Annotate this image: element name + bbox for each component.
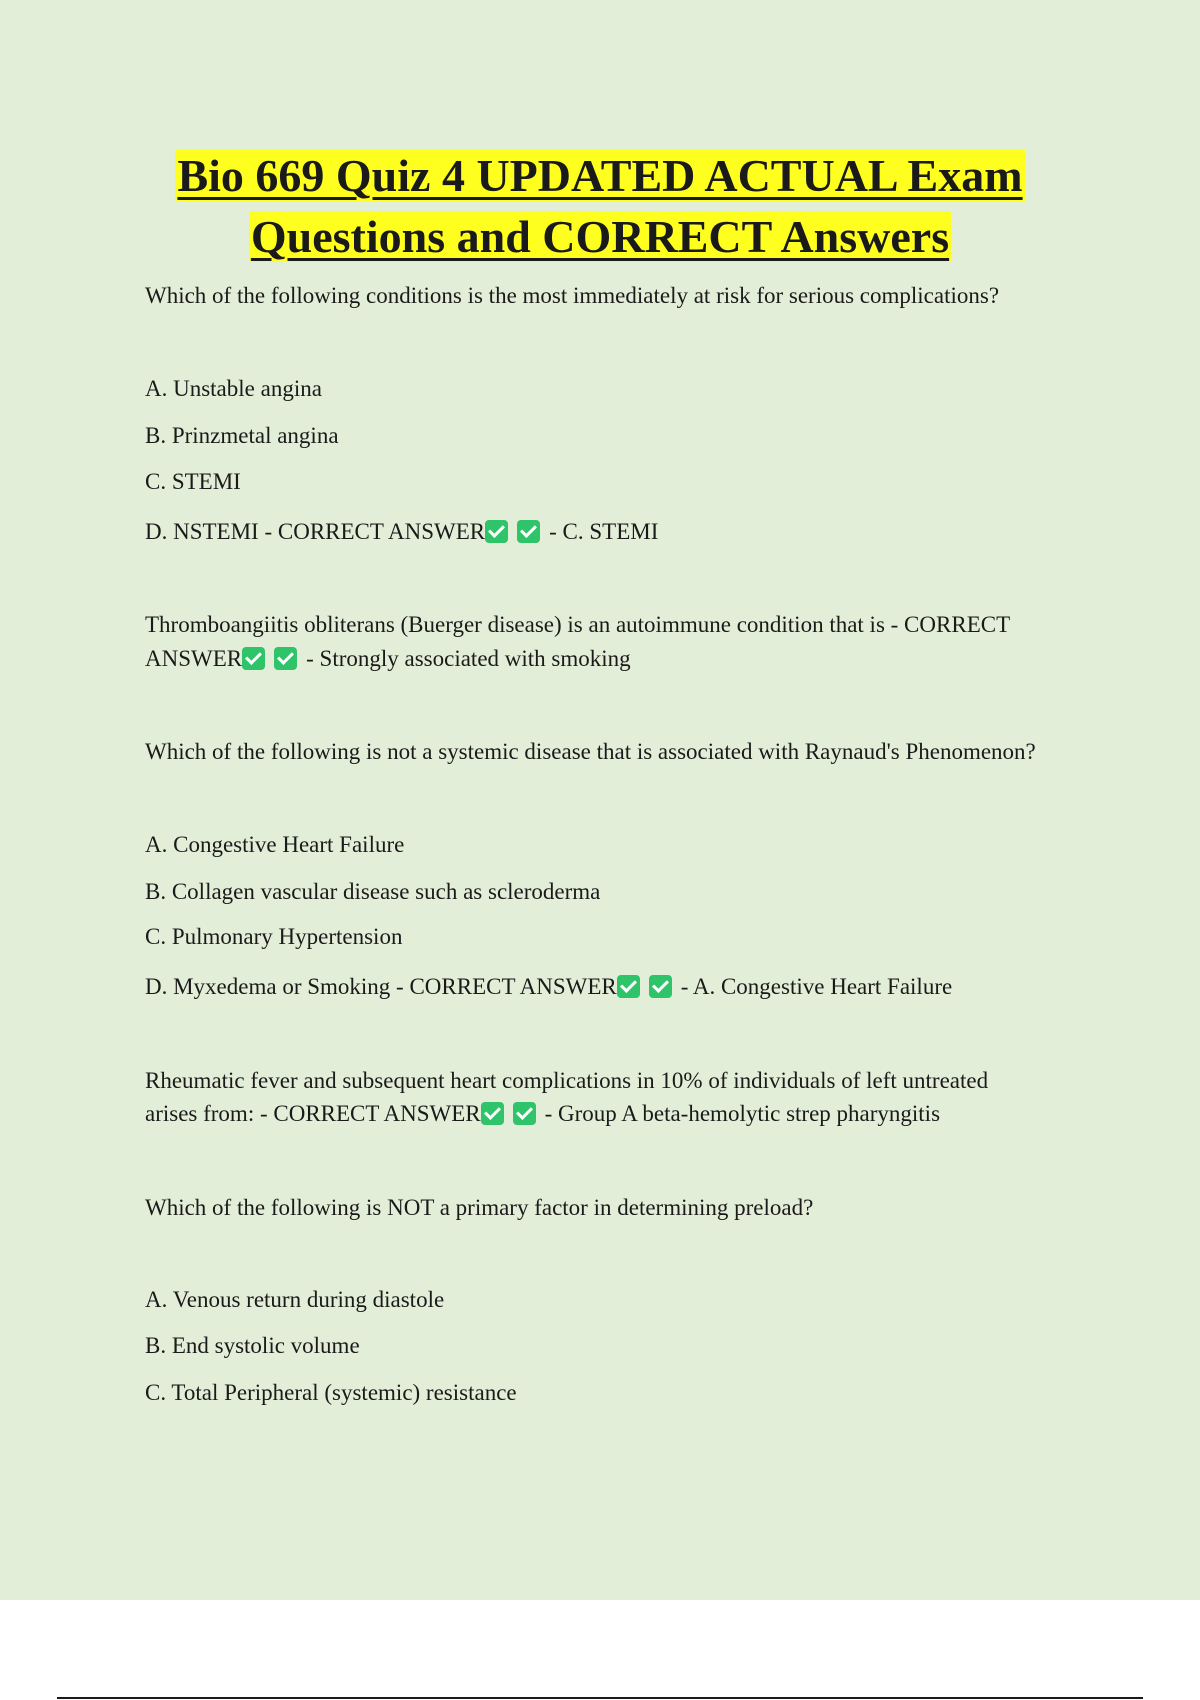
question-3-option-d [145,970,1095,1003]
question-4-label: arises from: - CORRECT ANSWER [145,1101,481,1126]
question-5-option-c: C. Total Peripheral (systemic) resistance [145,1380,517,1405]
question-1-option-b: B. Prinzmetal angina [145,423,339,448]
check-mark-icon [485,520,508,543]
check-mark-icon [513,1102,536,1125]
check-mark-icon [242,647,265,670]
question-1-option-a: A. Unstable angina [145,376,322,401]
title-line-2: Questions and CORRECT Answers [250,211,950,262]
footer-divider [57,1697,1143,1699]
check-mark-icon [274,647,297,670]
question-5-option-b: B. End systolic volume [145,1333,360,1358]
title-line-1: Bio 669 Quiz 4 UPDATED ACTUAL Exam [177,150,1023,201]
question-2-label: ANSWER [145,646,243,671]
question-1-option-d [145,515,1095,548]
question-5-option-a: A. Venous return during diastole [145,1287,445,1312]
question-1-answer: - C. STEMI [549,519,659,544]
check-mark-icon [617,975,640,998]
document-title [0,145,1200,267]
question-2-text-line-2 [145,642,1095,675]
question-3-answer: - A. Congestive Heart Failure [680,974,953,999]
question-4-text-line-2 [145,1097,1095,1130]
check-mark-icon [649,975,672,998]
question-1-option-c: C. STEMI [145,469,241,494]
question-5-text: Which of the following is NOT a primary factor in determining preload? [145,1195,814,1220]
question-1-text: Which of the following conditions is the most immediately at risk for serious complications? [145,283,1000,308]
question-4-text-line-1: Rheumatic fever and subsequent heart complications in 10% of individuals of left untreated [145,1068,989,1093]
question-2-answer: - Strongly associated with smoking [306,646,631,671]
question-4-answer: - Group A beta-hemolytic strep pharyngitis [544,1101,941,1126]
question-3-option-d-text: D. Myxedema or Smoking - CORRECT ANSWER [145,974,617,999]
question-1-option-d-text: D. NSTEMI - CORRECT ANSWER [145,519,486,544]
question-2-text-line-1: Thromboangiitis obliterans (Buerger disease) is an autoimmune condition that is - CORRECT [145,612,1011,637]
question-3-option-a: A. Congestive Heart Failure [145,832,405,857]
question-3-text: Which of the following is not a systemic disease that is associated with Raynaud's Phenomenon? [145,739,1036,764]
question-3-option-c: C. Pulmonary Hypertension [145,924,403,949]
question-3-option-b: B. Collagen vascular disease such as scleroderma [145,879,601,904]
check-mark-icon [517,520,540,543]
check-mark-icon [481,1102,504,1125]
